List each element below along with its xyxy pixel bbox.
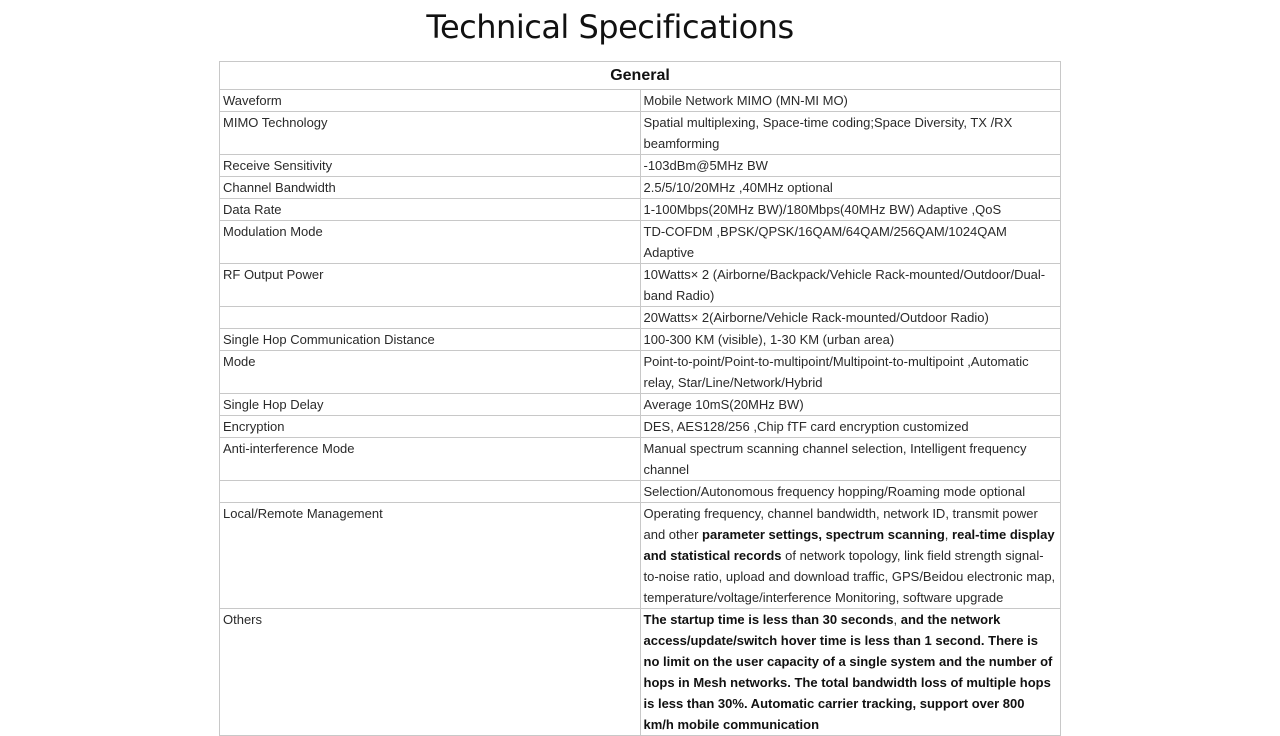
spec-value: Point-to-point/Point-to-multipoint/Multipoint-to-multipoint ,Automatic relay, Star/Line/Network/Hybrid: [640, 351, 1061, 394]
spec-value: Spatial multiplexing, Space-time coding;Space Diversity, TX /RX beamforming: [640, 112, 1061, 155]
management-bold-1: parameter settings, spectrum scanning: [702, 527, 945, 542]
spec-label: Waveform: [220, 90, 641, 112]
table-row: [220, 155, 1061, 177]
spec-label: RF Output Power: [220, 264, 641, 307]
spec-value: 10Watts× 2 (Airborne/Backpack/Vehicle Rack-mounted/Outdoor/Dual-band Radio): [640, 264, 1061, 307]
spec-label: Local/Remote Management: [220, 503, 641, 609]
spec-value: -103dBm@5MHz BW: [640, 155, 1061, 177]
section-heading: General: [220, 62, 1061, 90]
table-row: [220, 438, 1061, 481]
spec-label: MIMO Technology: [220, 112, 641, 155]
table-row: [220, 351, 1061, 394]
spec-value: Manual spectrum scanning channel selection, Intelligent frequency channel: [640, 438, 1061, 481]
table-row: [220, 90, 1061, 112]
spec-value: DES, AES128/256 ,Chip fTF card encryption customized: [640, 416, 1061, 438]
spec-label: Anti-interference Mode: [220, 438, 641, 481]
spec-table: [219, 61, 1061, 736]
spec-value: 20Watts× 2(Airborne/Vehicle Rack-mounted/Outdoor Radio): [640, 307, 1061, 329]
others-bold-1: The startup time is less than 30 seconds: [643, 612, 894, 627]
spec-value: 2.5/5/10/20MHz ,40MHz optional: [640, 177, 1061, 199]
table-row: [220, 503, 1061, 609]
table-row: [220, 112, 1061, 155]
management-text-1: Operating frequency, channel bandwidth, network ID, transmit power and other: [643, 506, 1038, 542]
spec-label: Others: [220, 609, 641, 736]
table-row: [220, 264, 1061, 307]
spec-value: 100-300 KM (visible), 1-30 KM (urban area): [640, 329, 1061, 351]
table-row: [220, 221, 1061, 264]
spec-value: Selection/Autonomous frequency hopping/Roaming mode optional: [640, 481, 1061, 503]
spec-label: Single Hop Delay: [220, 394, 641, 416]
spec-value: 1-100Mbps(20MHz BW)/180Mbps(40MHz BW) Adaptive ,QoS: [640, 199, 1061, 221]
table-row: [220, 307, 1061, 329]
management-text-2: ,: [944, 527, 953, 542]
spec-value: Mobile Network MIMO (MN-MI MO): [640, 90, 1061, 112]
table-row: [220, 416, 1061, 438]
others-bold-2: and the network access/update/switch hover time is less than 1 second. There is no limit on the user capacity of a single system and the number of hops in Mesh networks. The total bandwidth loss of multiple hops is less than 30%. Automatic carrier tracking, support over 800 km/h mobile communication: [643, 612, 1053, 732]
table-row: [220, 199, 1061, 221]
spec-label: Receive Sensitivity: [220, 155, 641, 177]
table-row: [220, 177, 1061, 199]
spec-label: Mode: [220, 351, 641, 394]
management-text-3: of network topology, link field strength signal-to-noise ratio, upload and download traffic, GPS/Beidou electronic map, temperature/voltage/interference Monitoring, software upgrade: [643, 548, 1056, 605]
management-bold-2: real-time display and statistical records: [643, 527, 1055, 563]
spec-label: Channel Bandwidth: [220, 177, 641, 199]
spec-label: Modulation Mode: [220, 221, 641, 264]
spec-label: [220, 307, 641, 329]
spec-value: [640, 503, 1061, 609]
spec-value: TD-COFDM ,BPSK/QPSK/16QAM/64QAM/256QAM/1024QAM Adaptive: [640, 221, 1061, 264]
spec-value: [640, 609, 1061, 736]
table-header-row: [220, 62, 1061, 90]
others-text-1: ,: [893, 612, 901, 627]
spec-label: Encryption: [220, 416, 641, 438]
table-row: [220, 481, 1061, 503]
table-row: [220, 609, 1061, 736]
page-title: Technical Specifications: [426, 8, 794, 46]
spec-label: Data Rate: [220, 199, 641, 221]
spec-label: Single Hop Communication Distance: [220, 329, 641, 351]
spec-label: [220, 481, 641, 503]
table-row: [220, 329, 1061, 351]
table-row: [220, 394, 1061, 416]
spec-value: Average 10mS(20MHz BW): [640, 394, 1061, 416]
